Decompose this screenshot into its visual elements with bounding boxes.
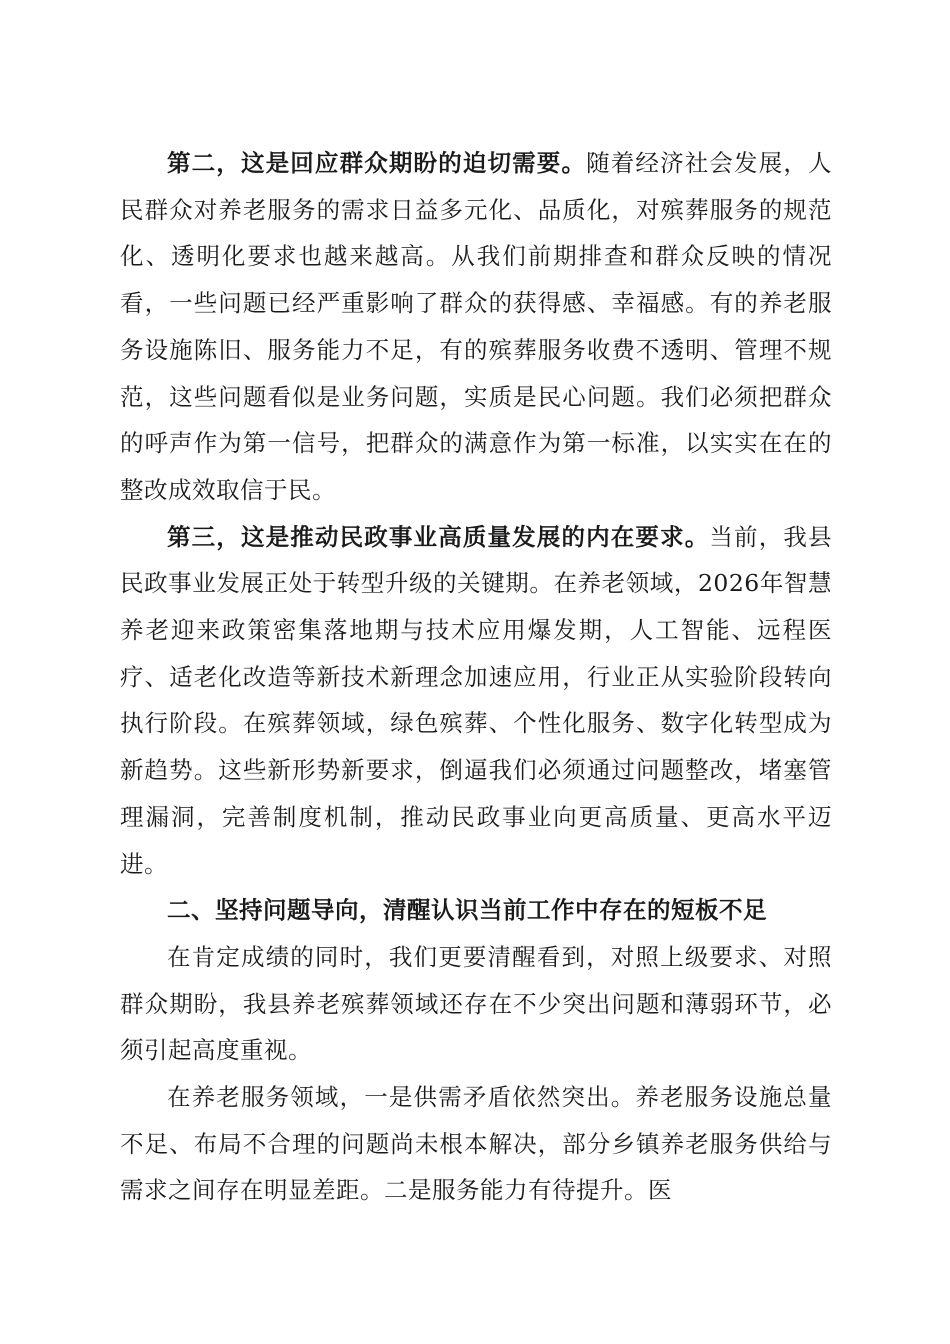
document-body xyxy=(120,140,832,1214)
paragraph-text: 当前，我县民政事业发展正处于转型升级的关键期。在养老领域，2026年智慧养老迎来政策密集落地期与技术应用爆发期，人工智能、远程医疗、适老化改造等新技术新理念加速应用，行业正从实验阶段转向执行阶段。在殡葬领域，绿色殡葬、个性化服务、数字化转型成为新趋势。这些新形势新要求，倒逼我们必须通过问题整改，堵塞管理漏洞，完善制度机制，推动民政事业向更高质量、更高水平迈进。 xyxy=(120,522,833,878)
section-heading: 二、坚持问题导向，清醒认识当前工作中存在的短板不足 xyxy=(167,896,767,925)
paragraph-elderly-care: 在养老服务领域，一是供需矛盾依然突出。养老服务设施总量不足、布局不合理的问题尚未根本解决，部分乡镇养老服务供给与需求之间存在明显差距。二是服务能力有待提升。医 xyxy=(120,1083,832,1205)
paragraph-third xyxy=(120,514,832,888)
paragraph-awareness: 在肯定成绩的同时，我们更要清醒看到，对照上级要求、对照群众期盼，我县养老殡葬领域还存在不少突出问题和薄弱环节，必须引起高度重视。 xyxy=(120,942,832,1065)
paragraph-lead: 第三，这是推动民政事业高质量发展的内在要求。 xyxy=(167,522,710,551)
paragraph-text: 随着经济社会发展，人民群众对养老服务的需求日益多元化、品质化，对殡葬服务的规范化、透明化要求也越来越高。从我们前期排查和群众反映的情况看，一些问题已经严重影响了群众的获得感、幸福感。有的养老服务设施陈旧、服务能力不足，有的殡葬服务收费不透明、管理不规范，这些问题看似是业务问题，实质是民心问题。我们必须把群众的呼声作为第一信号，把群众的满意作为第一标准，以实实在在的整改成效取信于民。 xyxy=(120,149,833,504)
paragraph-lead: 第二，这是回应群众期盼的迫切需要。 xyxy=(167,149,587,177)
paragraph-second xyxy=(120,140,832,514)
